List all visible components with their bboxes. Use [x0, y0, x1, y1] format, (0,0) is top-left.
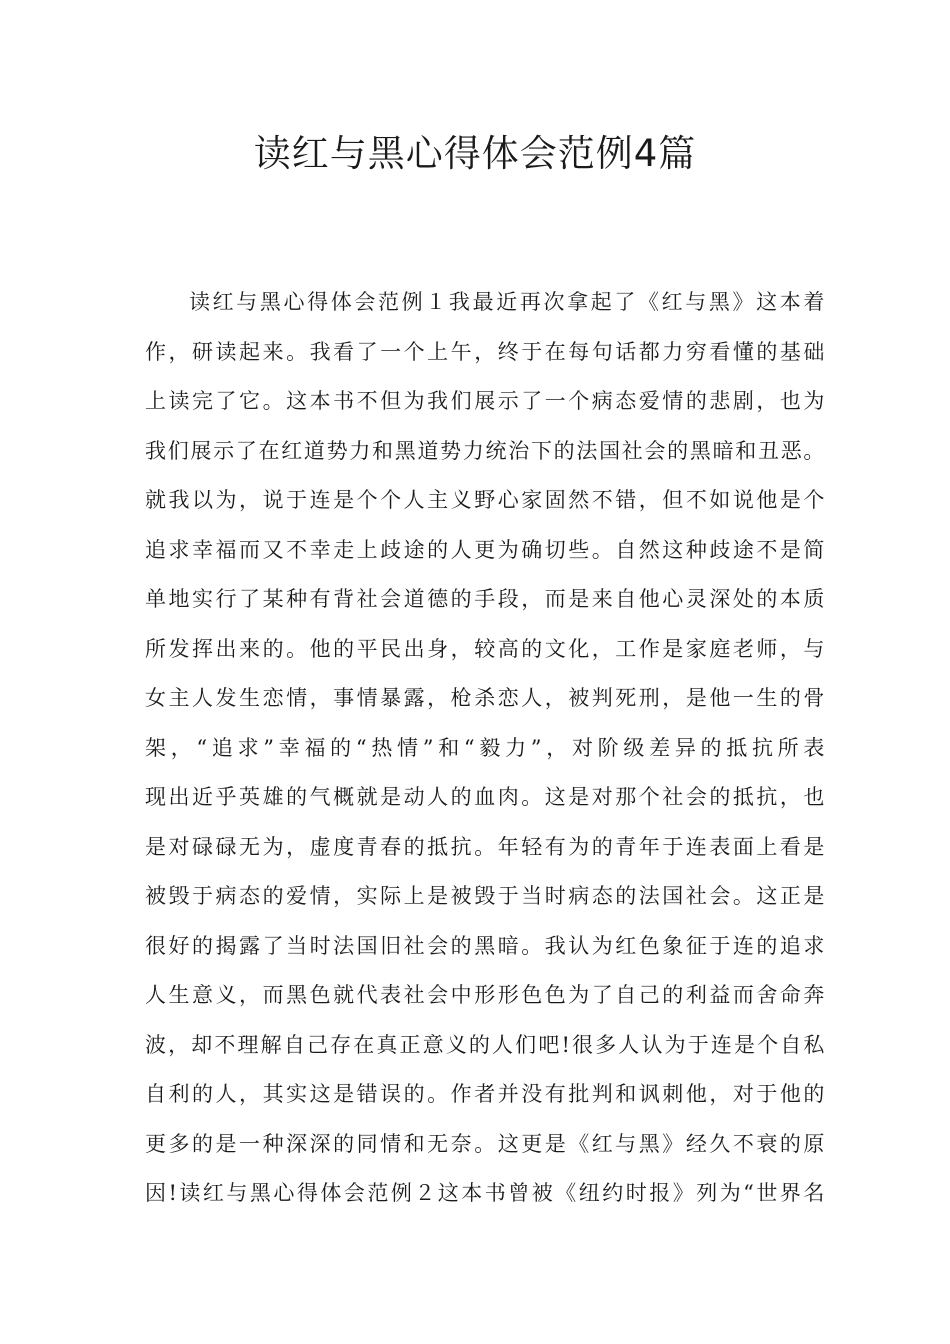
body-line: 作，研读起来。我看了一个上午，终于在每句话都力穷看懂的基础 — [145, 339, 825, 364]
body-line: 因!读红与黑心得体会范例２这本书曾被《纽约时报》列为“世界名 — [145, 1181, 825, 1205]
body-line: 读红与黑心得体会范例１我最近再次拿起了《红与黑》这本着 — [189, 290, 825, 314]
body-line: 我们展示了在红道势力和黑道势力统治下的法国社会的黑暗和丑恶。 — [145, 438, 825, 463]
body-line: 被毁于病态的爱情，实际上是被毁于当时病态的法国社会。这正是 — [145, 884, 825, 908]
body-line: 人生意义，而黑色就代表社会中形形色色为了自己的利益而舍命奔 — [145, 983, 825, 1007]
body-line: 所发挥出来的。他的平民出身，较高的文化，工作是家庭老师，与 — [145, 636, 825, 661]
document-body — [145, 278, 825, 1219]
body-line: 单地实行了某种有背社会道德的手段，而是来自他心灵深处的本质 — [145, 587, 825, 611]
body-line: 更多的是一种深深的同情和无奈。这更是《红与黑》经久不衰的原 — [145, 1131, 825, 1156]
body-line: 现出近乎英雄的气概就是动人的血肉。这是对那个社会的抵抗，也 — [145, 785, 825, 809]
body-line: 是对碌碌无为，虚度青春的抵抗。年轻有为的青年于连表面上看是 — [145, 834, 825, 859]
body-line: 就我以为，说于连是个个人主义野心家固然不错，但不如说他是个 — [145, 488, 825, 512]
body-line: 女主人发生恋情，事情暴露，枪杀恋人，被判死刑，是他一生的骨 — [145, 686, 825, 710]
body-line: 自利的人，其实这是错误的。作者并没有批判和讽刺他，对于他的 — [145, 1082, 825, 1106]
body-line: 上读完了它。这本书不但为我们展示了一个病态爱情的悲剧，也为 — [145, 389, 825, 413]
body-line: 追求幸福而又不幸走上歧途的人更为确切些。自然这种歧途不是简 — [145, 537, 825, 562]
body-line: 很好的揭露了当时法国旧社会的黑暗。我认为红色象征于连的追求 — [145, 933, 825, 958]
body-line: 波，却不理解自己存在真正意义的人们吧!很多人认为于连是个自私 — [145, 1032, 825, 1057]
body-line: 架，“追求”幸福的“热情”和“毅力”，对阶级差异的抵抗所表 — [145, 735, 825, 760]
document-title: 读红与黑心得体会范例4篇 — [253, 132, 697, 175]
